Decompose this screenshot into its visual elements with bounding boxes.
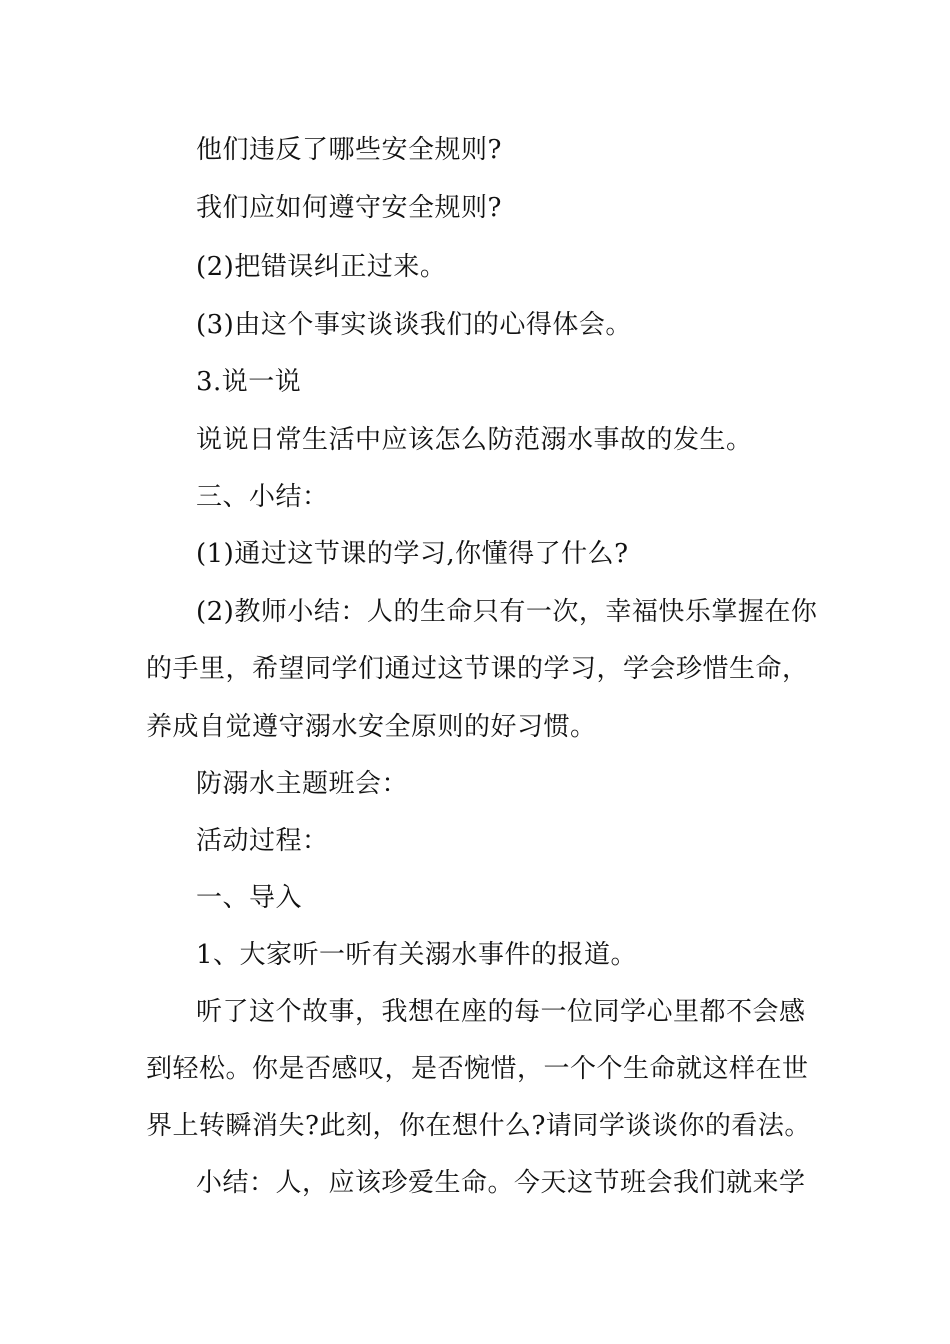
text-line: (1)通过这节课的学习,你懂得了什么? — [196, 539, 629, 569]
text-line: (2)把错误纠正过来。 — [196, 252, 447, 282]
text-line: 小结：人，应该珍爱生命。今天这节班会我们就来学 — [196, 1168, 806, 1198]
section-heading: 三、小结： — [196, 482, 329, 512]
section-heading: 防溺水主题班会： — [196, 769, 409, 799]
text-line: (3)由这个事实谈谈我们的心得体会。 — [196, 310, 632, 340]
section-heading: 活动过程： — [196, 826, 329, 856]
text-line: 养成自觉遵守溺水安全原则的好习惯。 — [146, 712, 597, 742]
section-heading: 3.说一说 — [196, 367, 302, 397]
text-line: 到轻松。你是否感叹，是否惋惜，一个个生命就这样在世 — [146, 1054, 809, 1084]
text-line: (2)教师小结：人的生命只有一次，幸福快乐掌握在你 — [196, 597, 818, 627]
text-line: 1、大家听一听有关溺水事件的报道。 — [196, 940, 638, 970]
text-line: 听了这个故事，我想在座的每一位同学心里都不会感 — [196, 997, 806, 1027]
text-line: 他们违反了哪些安全规则? — [196, 135, 502, 165]
text-line: 说说日常生活中应该怎么防范溺水事故的发生。 — [196, 425, 753, 455]
text-line: 界上转瞬消失?此刻，你在想什么?请同学谈谈你的看法。 — [146, 1111, 811, 1141]
text-line: 我们应如何遵守安全规则? — [196, 193, 502, 223]
text-line: 的手里，希望同学们通过这节课的学习，学会珍惜生命， — [146, 654, 809, 684]
section-heading: 一、导入 — [196, 883, 303, 913]
